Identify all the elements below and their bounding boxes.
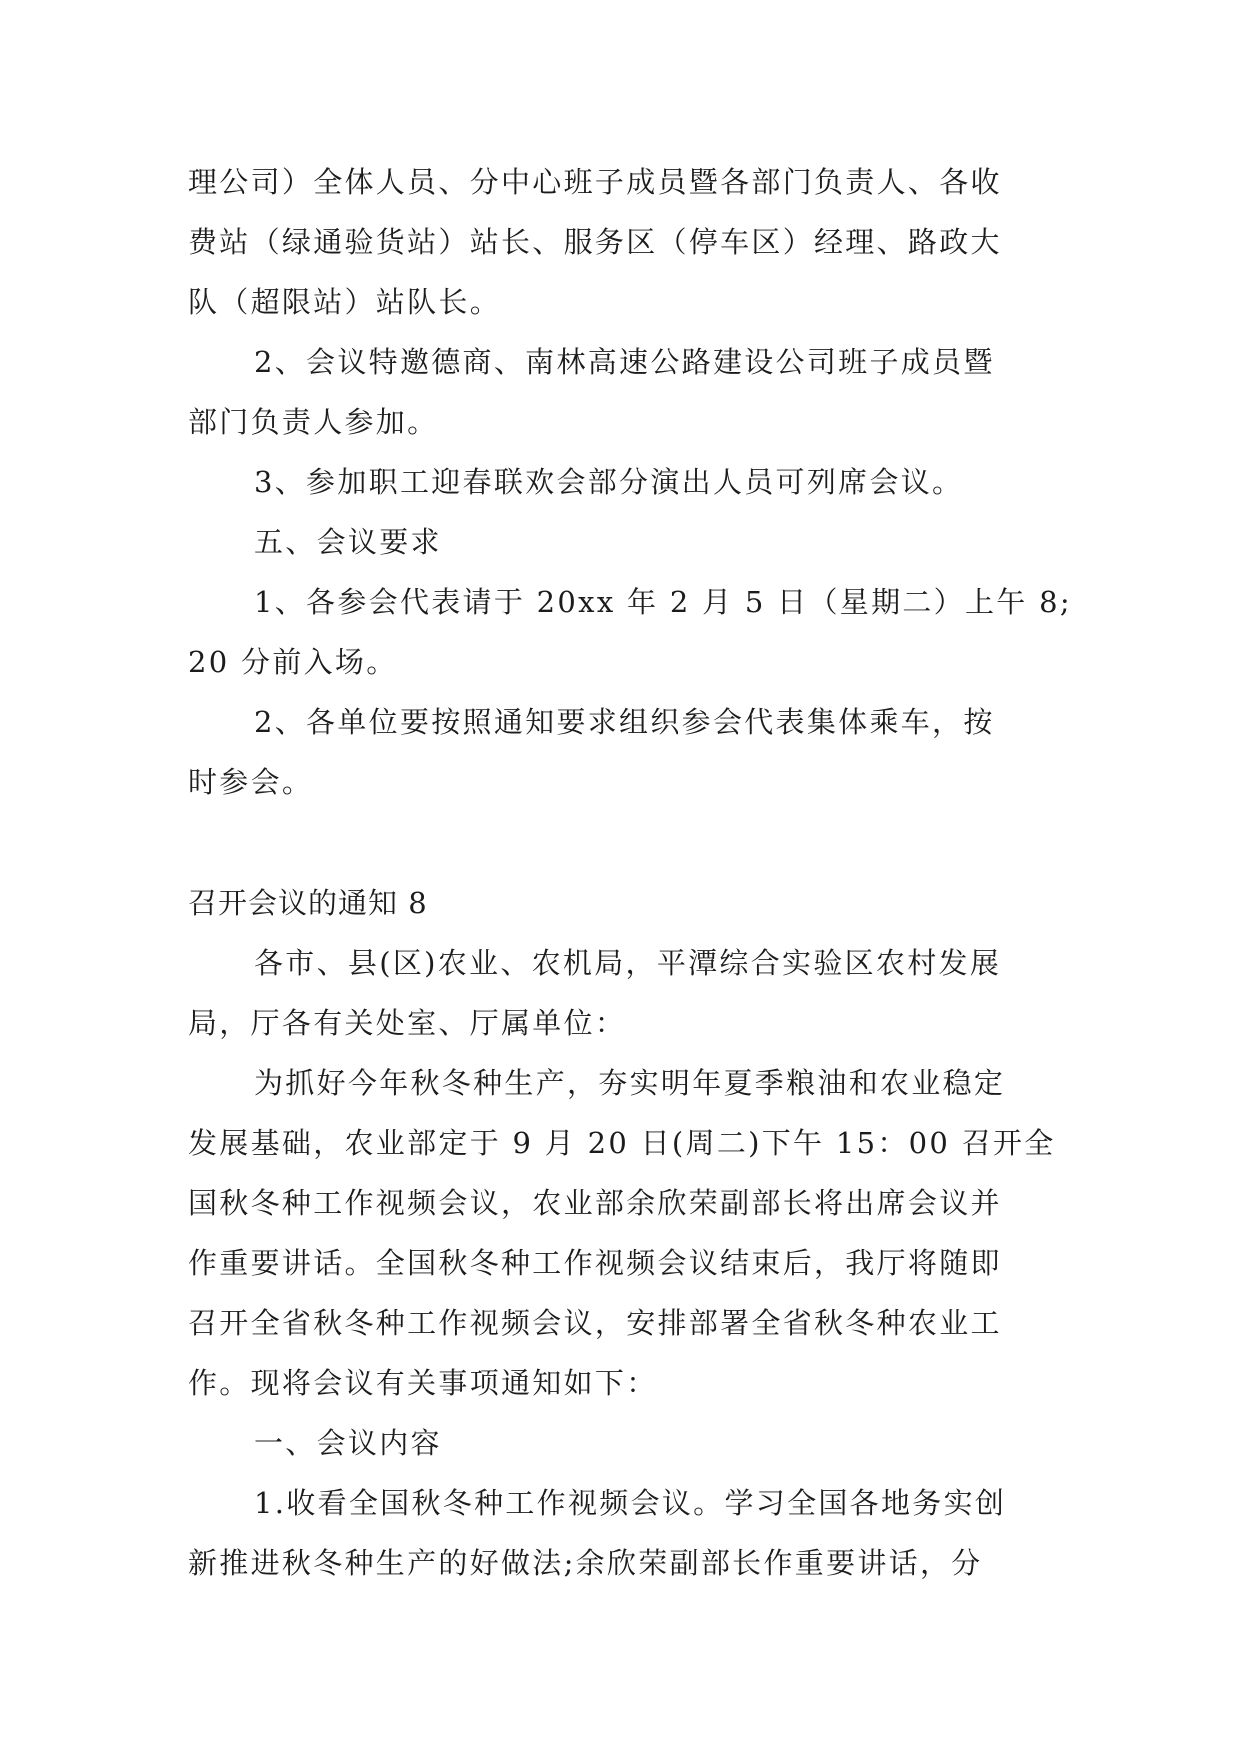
text-line-9: 20 分前入场。 bbox=[188, 645, 398, 679]
section-heading-five: 五、会议要求 bbox=[254, 525, 442, 559]
requirement-item-1: 1、各参会代表请于 20xx 年 2 月 5 日（星期二）上午 8; bbox=[254, 585, 1072, 619]
section-heading-one: 一、会议内容 bbox=[254, 1426, 442, 1460]
paragraph-item-3: 3、参加职工迎春联欢会部分演出人员可列席会议。 bbox=[254, 465, 964, 499]
text-line-5: 部门负责人参加。 bbox=[188, 405, 439, 439]
paragraph-item-2: 2、会议特邀德商、南林高速公路建设公司班子成员暨 bbox=[254, 345, 995, 379]
body-line-5: 召开全省秋冬种工作视频会议，安排部署全省秋冬种农业工 bbox=[188, 1306, 1002, 1340]
body-line-1: 为抓好今年秋冬种生产，夯实明年夏季粮油和农业稳定 bbox=[254, 1066, 1006, 1100]
body-line-3: 国秋冬种工作视频会议，农业部余欣荣副部长将出席会议并 bbox=[188, 1186, 1002, 1220]
text-line-11: 时参会。 bbox=[188, 765, 314, 799]
body-line-6: 作。现将会议有关事项通知如下： bbox=[188, 1366, 658, 1400]
content-line-2: 新推进秋冬种生产的好做法;余欣荣副部长作重要讲话，分 bbox=[188, 1546, 983, 1580]
text-line-2: 费站（绿通验货站）站长、服务区（停车区）经理、路政大 bbox=[188, 225, 1002, 259]
salutation-line-1: 各市、县(区)农业、农机局，平潭综合实验区农村发展 bbox=[254, 946, 1002, 980]
body-line-4: 作重要讲话。全国秋冬种工作视频会议结束后，我厅将随即 bbox=[188, 1246, 1002, 1280]
salutation-line-2: 局，厅各有关处室、厅属单位： bbox=[188, 1006, 627, 1040]
requirement-item-2: 2、各单位要按照通知要求组织参会代表集体乘车，按 bbox=[254, 705, 995, 739]
content-item-1: 1.收看全国秋冬种工作视频会议。学习全国各地务实创 bbox=[254, 1486, 1007, 1520]
text-line-3: 队（超限站）站队长。 bbox=[188, 285, 502, 319]
text-line-1: 理公司）全体人员、分中心班子成员暨各部门负责人、各收 bbox=[188, 165, 1002, 199]
body-line-2: 发展基础，农业部定于 9 月 20 日(周二)下午 15：00 召开全 bbox=[188, 1126, 1056, 1160]
notice-title: 召开会议的通知 8 bbox=[188, 886, 428, 920]
